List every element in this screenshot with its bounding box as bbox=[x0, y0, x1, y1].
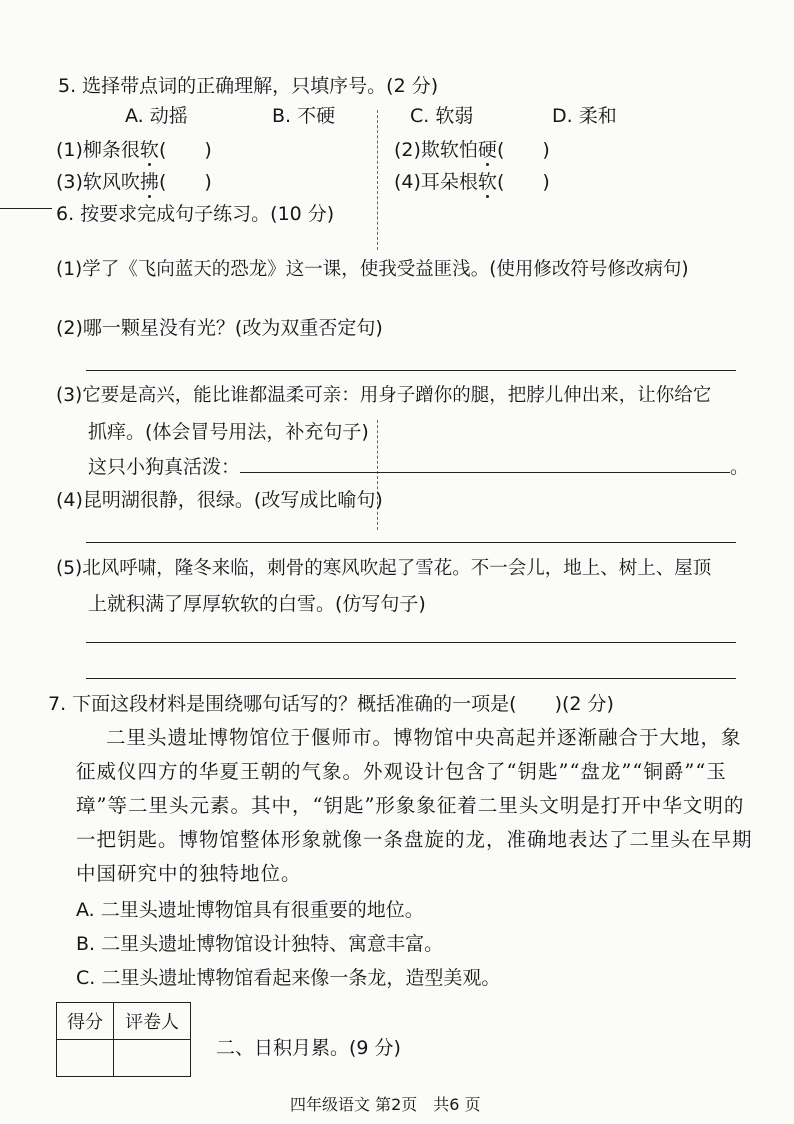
q7-passage-line: 中国研究中的独特地位。 bbox=[76, 862, 302, 885]
q6-sentence-1: (1)学了《飞向蓝天的恐龙》这一课，使我受益匪浅。(使用修改符号修改病句) bbox=[56, 259, 689, 280]
q5-item-2 bbox=[394, 138, 550, 162]
q5-item-text: (2)欺软怕 bbox=[394, 139, 478, 161]
q6-sentence-5-line1: (5)北风呼啸，隆冬来临，刺骨的寒风吹起了雪花。不一会儿，地上、树上、屋顶 bbox=[56, 558, 712, 579]
answer-paren[interactable]: ( ) bbox=[496, 139, 550, 161]
page-footer: 四年级语文 第2页 共6 页 bbox=[290, 1095, 481, 1114]
fold-mark bbox=[377, 110, 378, 250]
q5-item-1 bbox=[56, 138, 212, 162]
answer-line[interactable] bbox=[86, 642, 736, 643]
q6-title: 6. 按要求完成句子练习。(10 分) bbox=[56, 203, 335, 225]
q5-item-text: (1)柳条很 bbox=[56, 139, 140, 161]
answer-line[interactable] bbox=[86, 542, 736, 543]
period: 。 bbox=[730, 456, 750, 478]
q7-option-c[interactable]: C. 二里头遗址博物馆看起来像一条龙，造型美观。 bbox=[76, 967, 501, 989]
section-2-title: 二、日积月累。(9 分) bbox=[216, 1037, 401, 1059]
fill-blank[interactable] bbox=[240, 454, 730, 473]
answer-paren[interactable]: ( ) bbox=[158, 139, 212, 161]
q7-option-a[interactable]: A. 二里头遗址博物馆具有很重要的地位。 bbox=[76, 899, 424, 921]
grader-cell[interactable] bbox=[114, 1040, 191, 1077]
q6-sentence-5-line2: 上就积满了厚厚软软的白雪。(仿写句子) bbox=[88, 593, 426, 615]
q7-passage-line: 璋”等二里头元素。其中，“钥匙”形象象征着二里头文明是打开中华文明的 bbox=[76, 794, 745, 817]
q5-item-3 bbox=[56, 170, 212, 194]
q5-title: 5. 选择带点词的正确理解，只填序号。(2 分) bbox=[58, 75, 439, 97]
dotted-word: 硬 bbox=[477, 139, 497, 161]
score-header: 得分 bbox=[57, 1003, 114, 1040]
dotted-word: 拂 bbox=[139, 171, 159, 193]
q5-item-text: (3)软风吹 bbox=[56, 171, 140, 193]
q5-option-c: C. 软弱 bbox=[410, 105, 474, 127]
answer-line[interactable] bbox=[86, 678, 736, 679]
prompt-text: 这只小狗真活泼： bbox=[88, 456, 241, 478]
q5-option-d: D. 柔和 bbox=[552, 105, 617, 127]
q5-item-text: (4)耳朵根 bbox=[394, 171, 478, 193]
dotted-word: 软 bbox=[139, 139, 159, 161]
grader-header: 评卷人 bbox=[114, 1003, 191, 1040]
margin-line bbox=[0, 208, 52, 209]
q7-passage-line: 一把钥匙。博物馆整体形象就像一条盘旋的龙，准确地表达了二里头在早期 bbox=[76, 828, 753, 851]
q7-passage-line: 征威仪四方的华夏王朝的气象。外观设计包含了“钥匙”“盘龙”“铜爵”“玉 bbox=[76, 760, 727, 783]
answer-paren[interactable]: ( ) bbox=[158, 171, 212, 193]
q6-sentence-3-prompt bbox=[88, 454, 749, 479]
q5-option-b: B. 不硬 bbox=[272, 105, 336, 127]
score-cell[interactable] bbox=[57, 1040, 114, 1077]
q6-sentence-3-line2: 抓痒。(体会冒号用法，补充句子) bbox=[88, 421, 369, 443]
score-table bbox=[56, 1002, 191, 1077]
q7-passage-line: 二里头遗址博物馆位于偃师市。博物馆中央高起并逐渐融合于大地，象 bbox=[106, 726, 742, 749]
answer-paren[interactable]: ( ) bbox=[496, 171, 550, 193]
q6-sentence-4: (4)昆明湖很静，很绿。(改写成比喻句) bbox=[56, 489, 383, 511]
q6-sentence-2: (2)哪一颗星没有光？(改为双重否定句) bbox=[56, 317, 383, 339]
q5-item-4 bbox=[394, 170, 550, 194]
answer-line[interactable] bbox=[86, 370, 736, 371]
q6-sentence-3-line1: (3)它要是高兴，能比谁都温柔可亲：用身子蹭你的腿，把脖儿伸出来，让你给它 bbox=[56, 385, 712, 406]
q7-title: 7. 下面这段材料是围绕哪句话写的？概括准确的一项是( )(2 分) bbox=[48, 693, 614, 715]
dotted-word: 软 bbox=[477, 171, 497, 193]
q5-option-a: A. 动摇 bbox=[125, 105, 188, 127]
q7-option-b[interactable]: B. 二里头遗址博物馆设计独特、寓意丰富。 bbox=[76, 933, 444, 955]
